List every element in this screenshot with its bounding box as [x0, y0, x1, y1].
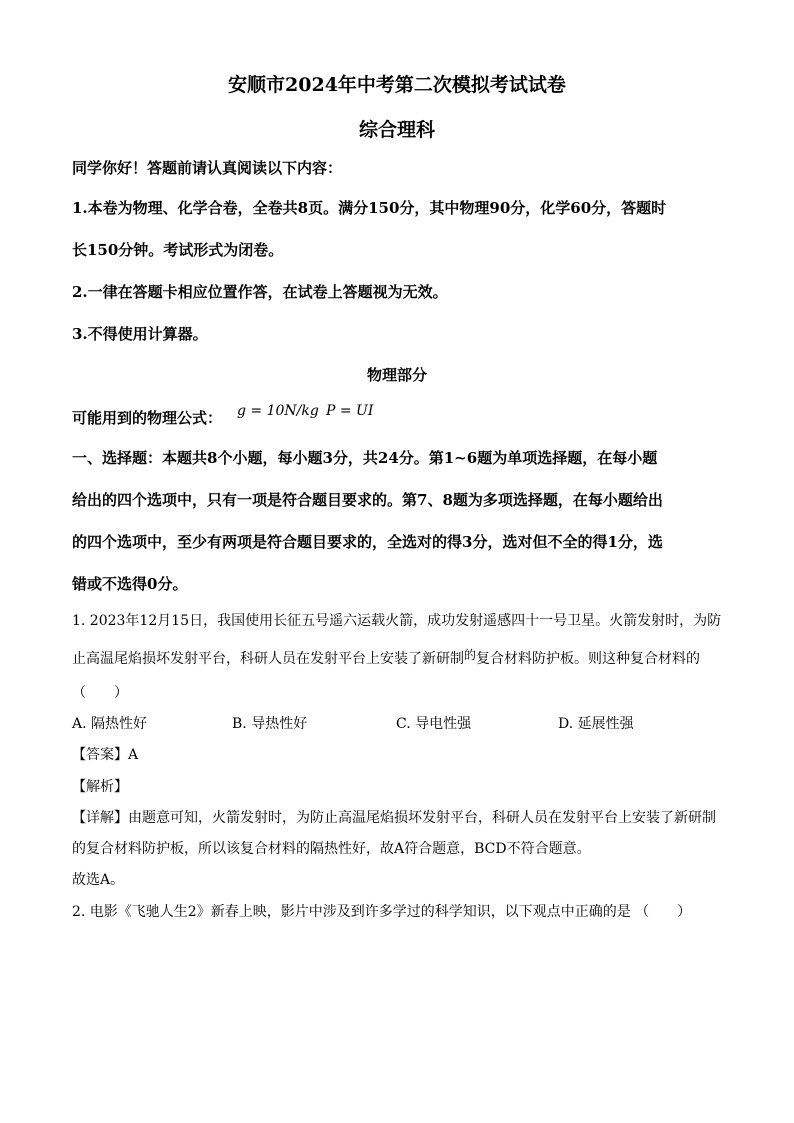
question-1-option-a: A. 隔热性好 [72, 716, 148, 732]
part1-instructions-line-4: 错或不选得0分。 [72, 575, 188, 593]
formula-power: P = UI [326, 403, 374, 419]
question-1-option-d: D. 延展性强 [558, 716, 634, 732]
rule-2: 2.一律在答题卡相应位置作答，在试卷上答题视为无效。 [72, 283, 448, 301]
part1-instructions-line-2: 给出的四个选项中，只有一项是符合题目要求的。第7、8题为多项选择题，在每小题给出 [72, 491, 663, 509]
question-1-option-b: B. 导热性好 [232, 716, 308, 732]
formula-gravity: g = 10N/kg [237, 403, 319, 419]
question-1-detail-line-2: 的复合材料防护板，所以该复合材料的隔热性好，故A符合题意，BCD不符合题意。 [72, 841, 591, 857]
question-1-line-1: 1. 2023年12月15日，我国使用长征五号遥六运载火箭，成功发射遥感四十一号卫星。火箭发射时，为防 [72, 613, 722, 629]
page-subtitle: 综合理科 [358, 119, 435, 141]
rule-1-line-1: 1.本卷为物理、化学合卷，全卷共8页。满分150分，其中物理90分，化学60分，答题时 [72, 199, 667, 217]
question-1-option-c: C. 导电性强 [396, 716, 472, 732]
intro-greeting: 同学你好！答题前请认真阅读以下内容： [72, 159, 343, 177]
physics-section-title: 物理部分 [366, 366, 427, 384]
question-1-conclusion: 故选A。 [72, 872, 125, 888]
formula-label: 可能用到的物理公式： [72, 409, 223, 427]
page-title: 安顺市2024年中考第二次模拟考试试卷 [228, 74, 566, 96]
question-1-line-2 [72, 648, 700, 668]
question-1-analysis-label: 【解析】 [72, 779, 128, 795]
question-1-line-2-small: 的 [464, 648, 477, 662]
question-2-line-1: 2. 电影《飞驰人生2》新春上映，影片中涉及到许多学过的科学知识，以下观点中正确的是 （ ） [72, 904, 692, 920]
question-1-line-2a: 止高温尾焰损坏发射平台，科研人员在发射平台上安装了新研制 [72, 651, 464, 667]
question-1-answer: 【答案】A [72, 747, 139, 763]
part1-instructions-line-1: 一、选择题：本题共8个小题，每小题3分，共24分。第1~6题为单项选择题，在每小题 [72, 449, 658, 467]
rule-3: 3.不得使用计算器。 [72, 325, 208, 343]
question-1-line-2b: 复合材料防护板。则这种复合材料的 [476, 651, 701, 667]
question-1-detail-line-1: 【详解】由题意可知，火箭发射时，为防止高温尾焰损坏发射平台，科研人员在发射平台上安装了新研制 [72, 810, 716, 826]
part1-instructions-line-3: 的四个选项中，至少有两项是符合题目要求的，全选对的得3分，选对但不全的得1分，选 [72, 533, 663, 551]
rule-1-line-2: 长150分钟。考试形式为闭卷。 [72, 241, 284, 259]
question-1-blank: （ ） [72, 685, 128, 701]
